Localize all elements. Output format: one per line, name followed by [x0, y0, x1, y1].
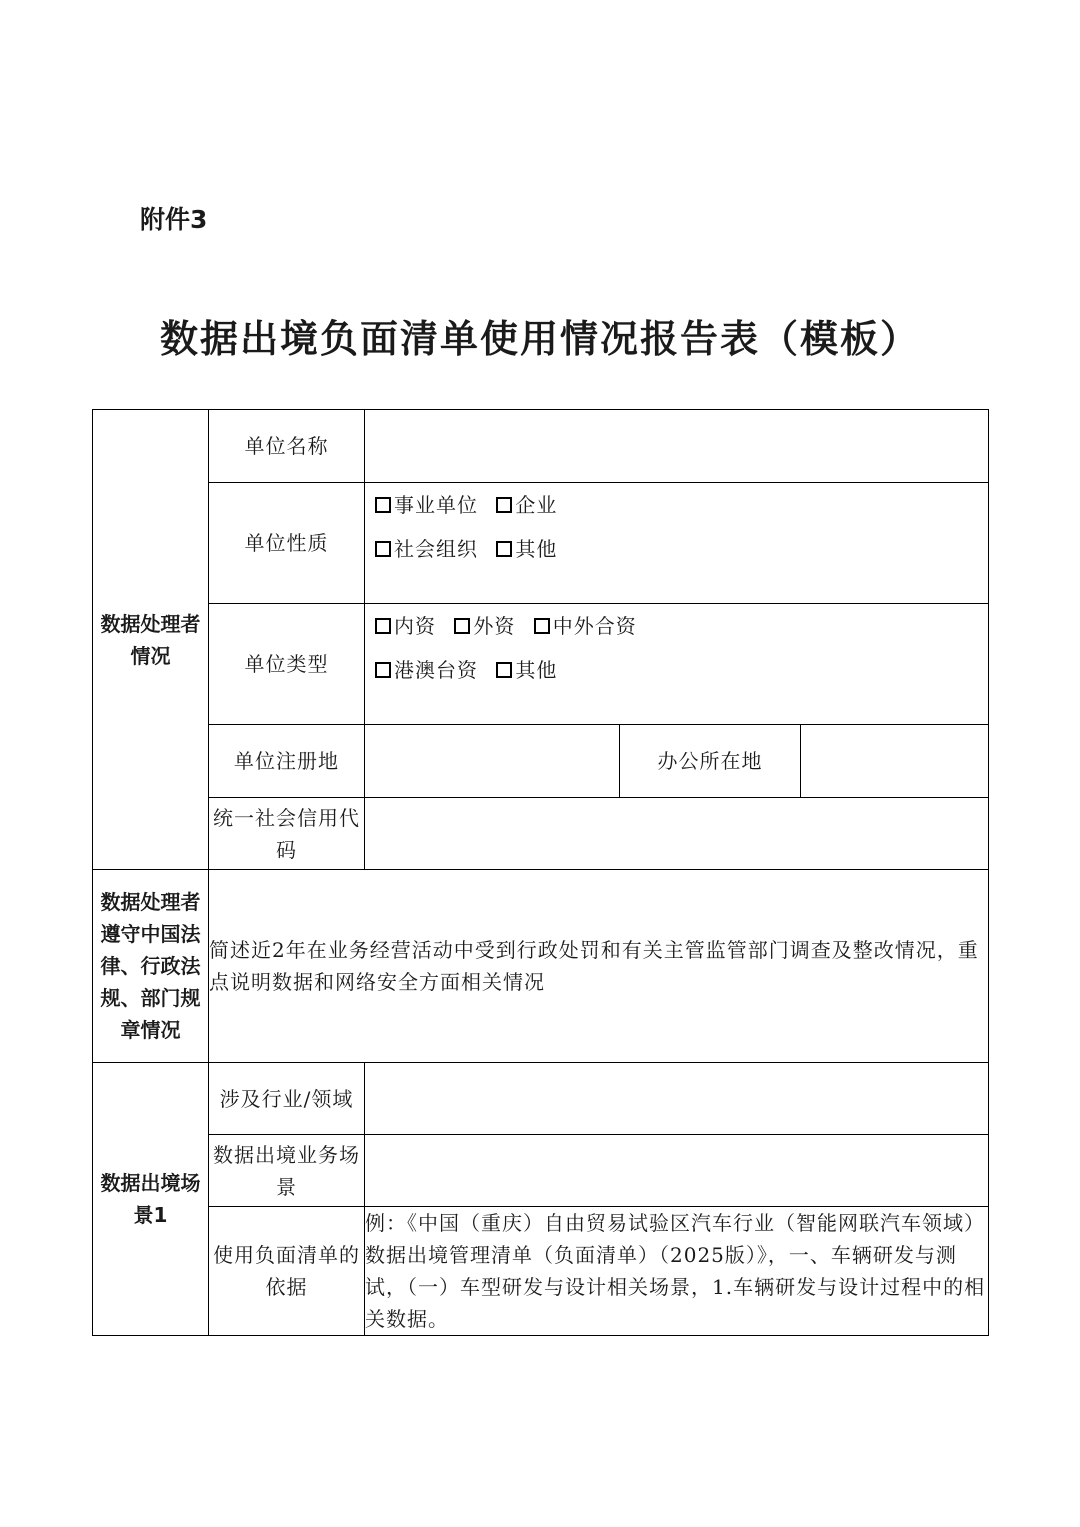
unit-name-field[interactable]: [365, 410, 989, 483]
unit-nature-option[interactable]: [496, 483, 557, 527]
document-title: 数据出境负面清单使用情况报告表（模板）: [159, 317, 920, 361]
industry-field[interactable]: [365, 1063, 989, 1135]
unit-type-option[interactable]: [375, 648, 478, 692]
unit-type-option[interactable]: [534, 604, 637, 648]
unit-type-options: [365, 604, 989, 725]
attachment-number: 附件3: [140, 205, 208, 234]
checkbox-icon[interactable]: [496, 662, 512, 678]
checkbox-icon[interactable]: [496, 497, 512, 513]
unit-type-option-label: 外资: [473, 614, 516, 638]
unit-nature-options: [365, 483, 989, 604]
registered-place-label: 单位注册地: [209, 725, 365, 798]
unit-name-label: 单位名称: [209, 410, 365, 483]
unit-nature-option[interactable]: [375, 527, 478, 571]
section-scenario-title: 数据出境场景1: [93, 1063, 209, 1336]
business-scenario-field[interactable]: [365, 1135, 989, 1207]
report-form-table: [92, 409, 989, 1336]
basis-label: 使用负面清单的依据: [209, 1207, 365, 1336]
unit-nature-option-label: 社会组织: [394, 537, 478, 561]
credit-code-field[interactable]: [365, 798, 989, 870]
office-location-field[interactable]: [801, 725, 989, 798]
unit-nature-option-label: 其他: [515, 537, 558, 561]
unit-nature-label: 单位性质: [209, 483, 365, 604]
checkbox-icon[interactable]: [496, 541, 512, 557]
checkbox-icon[interactable]: [534, 618, 550, 634]
registered-place-field[interactable]: [365, 725, 620, 798]
unit-type-option-label: 中外合资: [552, 614, 637, 638]
office-location-label: 办公所在地: [620, 725, 801, 798]
credit-code-label: 统一社会信用代码: [209, 798, 365, 870]
section-processor-info-title: 数据处理者情况: [93, 410, 209, 870]
checkbox-icon[interactable]: [375, 618, 391, 634]
unit-nature-option[interactable]: [496, 527, 557, 571]
unit-type-option[interactable]: [375, 604, 436, 648]
checkbox-icon[interactable]: [375, 662, 391, 678]
unit-type-option[interactable]: [496, 648, 557, 692]
unit-type-label: 单位类型: [209, 604, 365, 725]
unit-type-option-label: 内资: [394, 614, 436, 638]
checkbox-icon[interactable]: [454, 618, 470, 634]
checkbox-icon[interactable]: [375, 541, 391, 557]
section-compliance-title: 数据处理者遵守中国法律、行政法规、部门规章情况: [93, 870, 209, 1063]
unit-type-option-label: 其他: [515, 658, 558, 682]
unit-type-option-label: 港澳台资: [394, 658, 478, 682]
compliance-description-field[interactable]: 简述近2年在业务经营活动中受到行政处罚和有关主管监管部门调查及整改情况，重点说明数据和网络安全方面相关情况: [209, 870, 989, 1063]
unit-nature-option-label: 事业单位: [394, 493, 478, 517]
industry-label: 涉及行业/领域: [209, 1063, 365, 1135]
basis-field[interactable]: 例：《中国（重庆）自由贸易试验区汽车行业（智能网联汽车领域）数据出境管理清单（负面清单）（2025版）》，一、车辆研发与测试，（一）车型研发与设计相关场景，1.车辆研发与设计过程中的相关数据。: [365, 1207, 989, 1336]
unit-nature-option[interactable]: [375, 483, 478, 527]
business-scenario-label: 数据出境业务场景: [209, 1135, 365, 1207]
checkbox-icon[interactable]: [375, 497, 391, 513]
unit-nature-option-label: 企业: [515, 493, 558, 517]
unit-type-option[interactable]: [454, 604, 515, 648]
